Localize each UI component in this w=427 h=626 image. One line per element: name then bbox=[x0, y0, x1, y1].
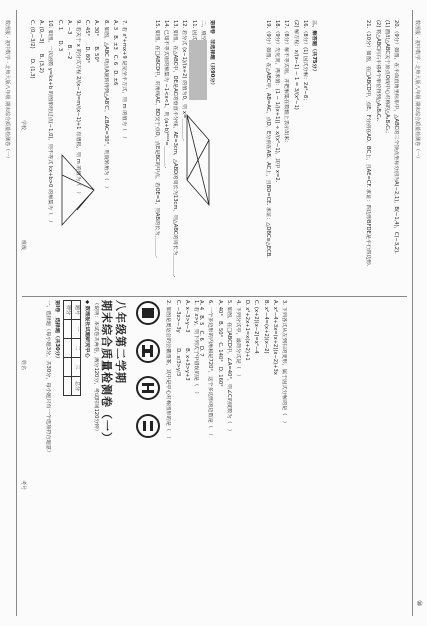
exam-source: ◆ 数理报社试题研究中心 bbox=[83, 300, 90, 358]
left-edge-header: 数理报 · 初中数学 · 北师大版八年级 期末综合质量检测卷（一） bbox=[4, 20, 10, 162]
q2-4: C. 45° D. 80° bbox=[84, 20, 91, 63]
title-block bbox=[42, 300, 127, 600]
score-header-2: 二 bbox=[72, 339, 80, 358]
emblem-d-icon bbox=[135, 413, 161, 439]
top-rule bbox=[412, 10, 413, 616]
part2-heading: 第Ⅱ卷 非选择题（共90分） bbox=[209, 20, 215, 88]
q1-4: 3. 下列各式从左到右的变形，属于因式分解的是（ ） bbox=[281, 300, 287, 426]
q2-3: A. 30° B. 50° bbox=[93, 20, 100, 63]
score-table bbox=[63, 300, 80, 396]
score-cell bbox=[64, 320, 72, 339]
binding-field-name: 姓名 bbox=[20, 360, 26, 371]
right-edge-header: 数理报 · 初中数学 · 北师大版八年级 期末综合质量检测卷（一） bbox=[414, 20, 420, 162]
score-header-1: 一 bbox=[72, 320, 80, 339]
q2-10: C. (0,−3/2) D. (1,3) bbox=[28, 20, 35, 79]
q3-4: 15. 如图，在□ABCD中，对角线AC、BD交于点O，点E是BC的中点，若OE=3，则AB的长为＿＿＿＿. bbox=[153, 20, 160, 258]
question-column-5 bbox=[362, 20, 399, 290]
q1-10: 5. 如图，在□ABCD中，∠A=40°，则∠C的度数为（ ） bbox=[225, 300, 232, 434]
q1-5: A. x²−4+3x=(x+2)(x−2)+3x bbox=[271, 300, 278, 375]
binding-field-number: 考号 bbox=[20, 480, 26, 491]
score-header-0: 题号 bbox=[72, 301, 80, 320]
q1-9: 4. 下列分式中，最简分式是（ ） bbox=[234, 300, 241, 380]
q4-5: 19.（9分）如图，在△ABC中，AB=AC，点D、E分别在AB、AC上，且BD=CE. 求证：△DBC≌△ECB. bbox=[264, 20, 271, 258]
q2-1: A. 3 B. ±3 C. 6 D. ±6 bbox=[111, 20, 118, 86]
section1-heading: 一、选择题（每小题3分，共30分，每小题只有一个选项符合题意） bbox=[44, 300, 51, 456]
q2-8: 10. 如图，一次函数 y=kx+b 的图象经过点(−1,0)，则不等式 kx+b>0 的解集为（ ） bbox=[47, 20, 54, 226]
emblem-b-icon bbox=[135, 338, 161, 364]
q2-6: A. −3 B. −2 bbox=[65, 20, 72, 60]
score-cell bbox=[64, 358, 72, 377]
q4-2: (2) 解方程：x/(x−1) − 1 = 3/(x²−1) bbox=[292, 20, 299, 110]
q2-7: C. 1 D. 3 bbox=[56, 20, 63, 52]
q5-1: (1) 画出△ABC关于原点O成中心对称的△A₁B₁C₁； bbox=[383, 20, 390, 137]
q4-1: 16.（8分）(1) 因式分解：2x²−8； bbox=[301, 20, 308, 104]
emblem-c-icon bbox=[135, 375, 161, 401]
page-number: ⑩ bbox=[415, 600, 423, 607]
bottom-rule bbox=[16, 10, 17, 616]
q1-8: D. x²+2x+1=x(x+2)+1 bbox=[244, 300, 251, 361]
q1-2: C. −3x>−3y D. x/3>y/3 bbox=[174, 300, 181, 377]
question-column-4 bbox=[262, 20, 317, 290]
q2-5: 9. 若关于 x 的分式方程 2/(x−1)=m/(x−1)+1 有增根，则 m 的值为（ ） bbox=[74, 20, 81, 197]
column-divider bbox=[22, 296, 407, 297]
q5-0: 20.（9分）如图，在平面直角坐标系中，△ABC的三个顶点坐标分别为A(−2,1)，B(−1,4)，C(−3,2). bbox=[393, 20, 399, 254]
q2-9: A. (0,−3) B. (3,2) bbox=[38, 20, 45, 73]
q1-13: A. 4 B. 5 C. 6 D. 7 bbox=[198, 300, 205, 357]
q1-1: A. x−3>y−3 B. x+3>y+3 bbox=[183, 300, 190, 381]
exam-note: （说明：本试卷共两卷，满分120分，考试时间120分钟） bbox=[93, 300, 99, 434]
score-row-label: 得分 bbox=[64, 301, 72, 320]
q5-3: 21.（10分）如图，在□ABCD中，点E、F分别在AD、BC上，且AE=CF. 求证：四边形BFDE是平行四边形. bbox=[365, 20, 372, 267]
q3-2: 13. 如图，在△ABC中，DE是AC的垂直平分线，AE=3cm，△ABD的周长为13cm，则△ABC的周长为＿＿＿＿. bbox=[172, 20, 179, 278]
binding-field-school: 学校 bbox=[20, 120, 26, 131]
q4-3: 17.（8分）解不等式组，并把解集在数轴上表示出来： bbox=[283, 20, 290, 146]
emblem-options bbox=[132, 300, 161, 600]
q1-7: C. (x+2)(x−2)=x²−4 bbox=[253, 300, 260, 354]
score-cell bbox=[64, 339, 72, 358]
q1-0: 1. 若 x>y，则下列式子中错误的是（ ） bbox=[193, 300, 199, 397]
question-column-1b bbox=[195, 300, 287, 600]
q4-4: 18.（9分）先化简，再求值：(1 − 1/(x+1)) ÷ x/(x²−1)，其中 x=2. bbox=[274, 20, 281, 183]
q3-1: 12. 若分式 (x−1)/(x+2) 的值为0，则 x=＿＿＿＿. bbox=[181, 20, 188, 141]
q2-2: 8. 如图，△ABC 绕点A旋转得到△AB′C′，∠BAC=30°，则旋转角为（ ） bbox=[102, 20, 109, 191]
question-column-1 bbox=[129, 300, 199, 600]
emblem-a-icon bbox=[135, 300, 161, 326]
score-header-3: 三 bbox=[72, 358, 80, 377]
q1-12: 6. 一个多边形的内角和是720°，这个多边形的边数是（ ） bbox=[207, 300, 214, 439]
question-photo bbox=[189, 40, 207, 100]
q4-0: 三、解答题（共75分） bbox=[311, 20, 317, 74]
part1-heading: 第Ⅰ卷 选择题（共30分） bbox=[54, 300, 61, 362]
exam-title-line1: 八年级第二学期 bbox=[114, 300, 127, 384]
binding-field-class: 班级 bbox=[20, 240, 26, 251]
q1-6: B. x²−4=(x+2)(x−2) bbox=[262, 300, 269, 354]
q3-3: 14. 已知不等式组的解集为 −1<x<1，则 (a+b)²⁰²⁴=＿＿＿＿. bbox=[162, 20, 169, 169]
q5-2: (2) 将△ABC向右平移4个单位得到△A₂B₂C₂. bbox=[374, 20, 381, 122]
q1-11: A. 40° B. 50° C. 140° D. 160° bbox=[216, 300, 223, 387]
geometry-figure-15 bbox=[184, 110, 212, 210]
exam-title-line2: 期末综合质量检测卷（一） bbox=[100, 300, 113, 444]
q2-0: 7. 若 x²+mx+9 是完全平方式，则 m 的值为（ ） bbox=[121, 20, 127, 142]
geometry-figure-8 bbox=[57, 150, 97, 230]
score-cell bbox=[64, 377, 72, 396]
score-header-4: 总分 bbox=[72, 377, 80, 396]
q1-3: 2. 如图是奥运会的会徽图案，其中是中心对称图形的是（ ） bbox=[165, 300, 172, 442]
